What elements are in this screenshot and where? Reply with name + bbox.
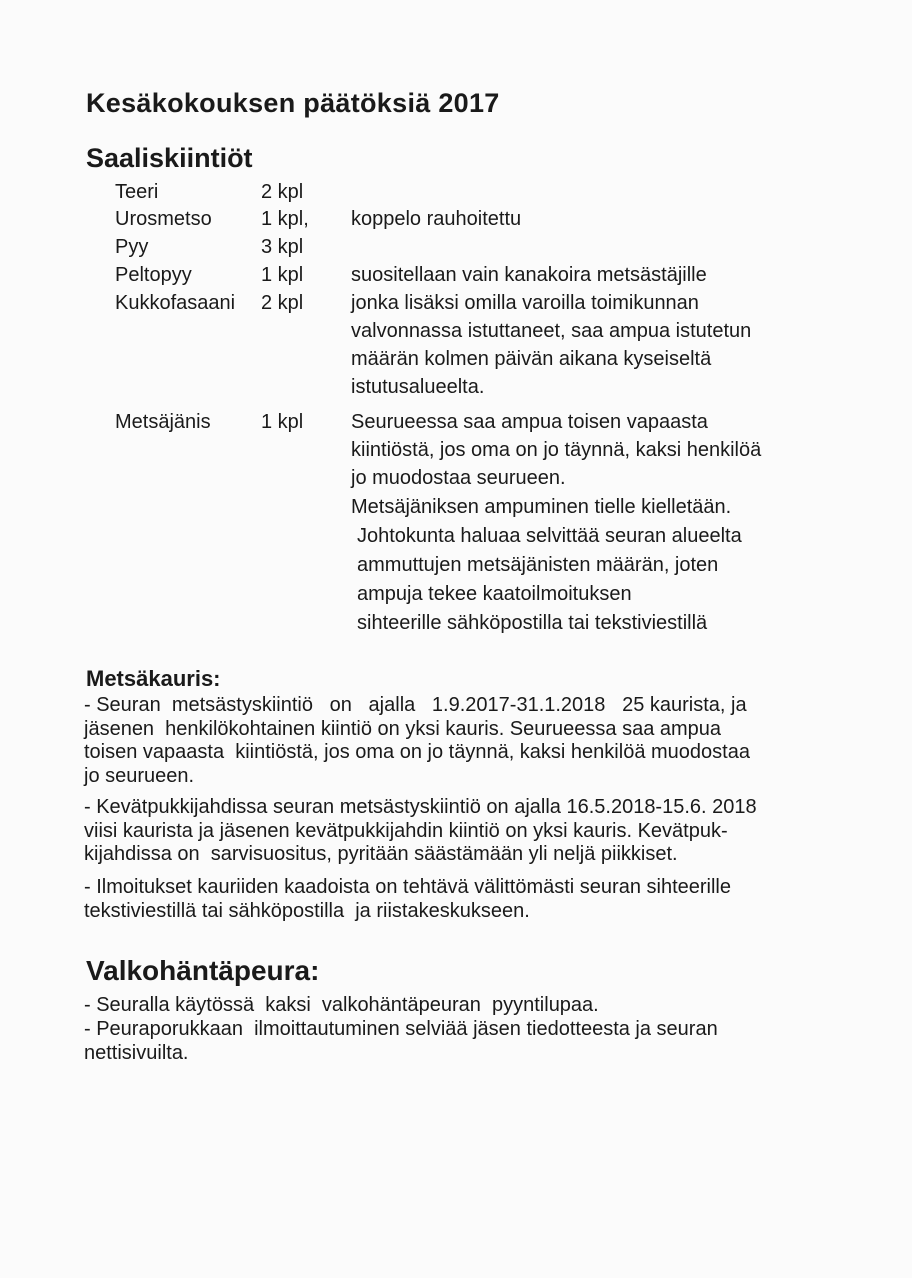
quota-note: istutusalueelta. [351, 376, 485, 398]
quota-species: Kukkofasaani [115, 292, 236, 314]
quota-note: ammuttujen metsäjänisten määrän, joten [357, 554, 719, 576]
quota-note: määrän kolmen päivän aikana kyseiseltä [351, 348, 712, 370]
paragraph-line: - Seuralla käytössä kaksi valkohäntäpeuran pyyntilupaa. [84, 994, 599, 1016]
valkohantapeura-paragraph [84, 1018, 844, 1065]
quota-amount: 3 kpl [261, 236, 304, 258]
section-heading-saaliskiintiot: Saaliskiintiöt [86, 143, 253, 173]
quota-amount: 2 kpl [261, 181, 304, 203]
page-title: Kesäkokouksen päätöksiä 2017 [86, 88, 500, 118]
quota-amount: 1 kpl [261, 411, 304, 433]
quota-species: Teeri [115, 181, 159, 203]
quota-note: ampuja tekee kaatoilmoituksen [357, 583, 632, 605]
quota-note: valvonnassa istuttaneet, saa ampua istutetun [351, 320, 752, 342]
paragraph-line: nettisivuilta. [84, 1041, 189, 1064]
quota-species: Pyy [115, 236, 149, 258]
section-heading-valkohantapeura: Valkohäntäpeura: [86, 955, 320, 986]
quota-note: kiintiöstä, jos oma on jo täynnä, kaksi henkilöä [351, 439, 762, 461]
paragraph-line: - Ilmoitukset kauriiden kaadoista on tehtävä välittömästi seuran sihteerille [84, 876, 731, 898]
quota-note: Johtokunta haluaa selvittää seuran alueelta [357, 525, 742, 547]
paragraph-line: kijahdissa on sarvisuositus, pyritään säästämään yli neljä piikkiset. [84, 843, 678, 865]
paragraph-line: tekstiviestillä tai sähköpostilla ja riistakeskukseen. [84, 899, 530, 922]
quota-species: Peltopyy [115, 264, 192, 286]
quota-amount: 1 kpl [261, 264, 304, 286]
paragraph-line: viisi kaurista ja jäsenen kevätpukkijahdin kiintiö on yksi kauris. Kevätpuk- [84, 819, 728, 842]
paragraph-line: - Peuraporukkaan ilmoittautuminen selviää jäsen tiedotteesta ja seuran [84, 1018, 718, 1040]
quota-amount: 2 kpl [261, 292, 304, 314]
quota-note: koppelo rauhoitettu [351, 208, 522, 230]
paragraph-line: toisen vapaasta kiintiöstä, jos oma on jo täynnä, kaksi henkilöä muodostaa [84, 741, 750, 763]
quota-note: sihteerille sähköpostilla tai tekstiviestillä [357, 612, 708, 634]
quota-note: Seurueessa saa ampua toisen vapaasta [351, 411, 708, 433]
paragraph-line: jo seurueen. [84, 764, 195, 787]
quota-amount: 1 kpl, [261, 208, 309, 230]
metsakauris-paragraph [84, 796, 844, 867]
paragraph-line: - Kevätpukkijahdissa seuran metsästyskiintiö on ajalla 16.5.2018-15.6. 2018 [84, 796, 757, 818]
quota-species: Urosmetso [115, 208, 212, 230]
paragraph-line: jäsenen henkilökohtainen kiintiö on yksi kauris. Seurueessa saa ampua [84, 717, 722, 740]
quota-note: Metsäjäniksen ampuminen tielle kielletään. [351, 496, 732, 518]
metsakauris-paragraph [84, 694, 844, 788]
paragraph-line: - Seuran metsästyskiintiö on ajalla 1.9.2017-31.1.2018 25 kaurista, ja [84, 694, 747, 716]
quota-note: jo muodostaa seurueen. [351, 467, 566, 489]
metsakauris-paragraph [84, 876, 844, 923]
section-heading-metsakauris: Metsäkauris: [86, 666, 221, 691]
quota-note: suositellaan vain kanakoira metsästäjille [351, 264, 707, 286]
valkohantapeura-paragraph [84, 994, 844, 1018]
quota-species: Metsäjänis [115, 411, 211, 433]
quota-note: jonka lisäksi omilla varoilla toimikunnan [351, 292, 699, 314]
